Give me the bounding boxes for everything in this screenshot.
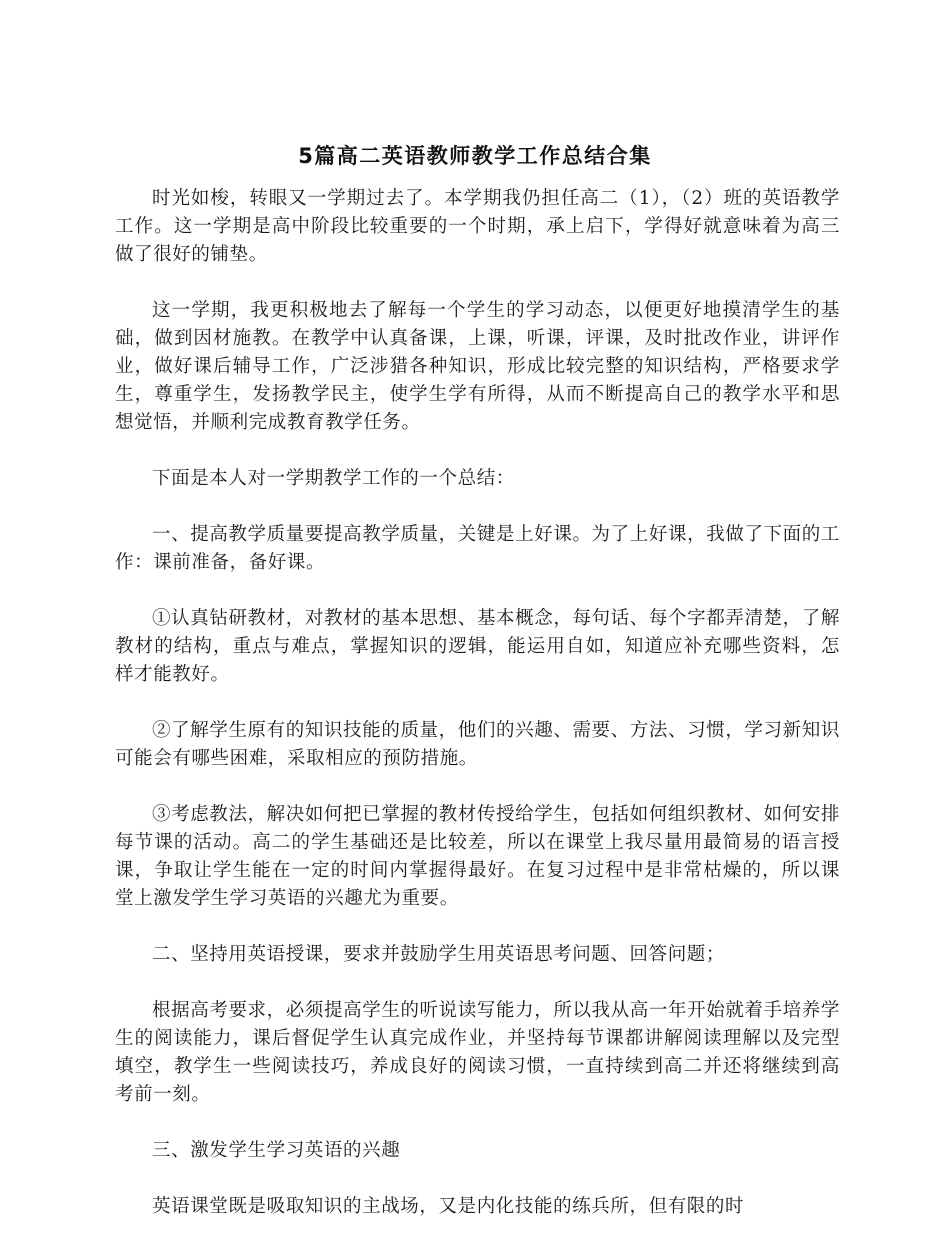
paragraph: ②了解学生原有的知识技能的质量，他们的兴趣、需要、方法、习惯，学习新知识可能会有哪些困难，采取相应的预防措施。 bbox=[115, 720, 840, 769]
paragraph: 二、坚持用英语授课，要求并鼓励学生用英语思考问题、回答问题； bbox=[152, 944, 726, 965]
document-body bbox=[115, 185, 840, 1249]
paragraph: 这一学期，我更积极地去了解每一个学生的学习动态，以便更好地摸清学生的基础，做到因材施教。在教学中认真备课，上课，听课，评课，及时批改作业，讲评作业，做好课后辅导工作，广泛涉猎各种知识，形成比较完整的知识结构，严格要求学生，尊重学生，发扬教学民主，使学生学有所得，从而不断提高自己的教学水平和思想觉悟，并顺利完成教育教学任务。 bbox=[115, 300, 840, 433]
paragraph: ①认真钻研教材，对教材的基本思想、基本概念，每句话、每个字都弄清楚，了解教材的结构，重点与难点，掌握知识的逻辑，能运用自如，知道应补充哪些资料，怎样才能教好。 bbox=[115, 608, 840, 685]
paragraph: 三、激发学生学习英语的兴趣 bbox=[152, 1140, 401, 1161]
paragraph: 下面是本人对一学期教学工作的一个总结： bbox=[152, 468, 515, 489]
document-title: 5篇高二英语教师教学工作总结合集 bbox=[298, 144, 652, 168]
paragraph: 英语课堂既是吸取知识的主战场，又是内化技能的练兵所，但有限的时 bbox=[152, 1196, 745, 1217]
paragraph: 根据高考要求，必须提高学生的听说读写能力，所以我从高一年开始就着手培养学生的阅读能力，课后督促学生认真完成作业，并坚持每节课都讲解阅读理解以及完型填空，教学生一些阅读技巧，养成良好的阅读习惯，一直持续到高二并还将继续到高考前一刻。 bbox=[115, 1000, 840, 1105]
paragraph: 一、提高教学质量要提高教学质量，关键是上好课。为了上好课，我做了下面的工作：课前准备，备好课。 bbox=[115, 524, 840, 573]
paragraph: ③考虑教法，解决如何把已掌握的教材传授给学生，包括如何组织教材、如何安排每节课的活动。高二的学生基础还是比较差，所以在课堂上我尽量用最简易的语言授课，争取让学生能在一定的时间内掌握得最好。在复习过程中是非常枯燥的，所以课堂上激发学生学习英语的兴趣尤为重要。 bbox=[115, 804, 840, 909]
paragraph: 时光如梭，转眼又一学期过去了。本学期我仍担任高二（1），（2）班的英语教学工作。这一学期是高中阶段比较重要的一个时期，承上启下，学得好就意味着为高三做了很好的铺垫。 bbox=[115, 188, 840, 265]
